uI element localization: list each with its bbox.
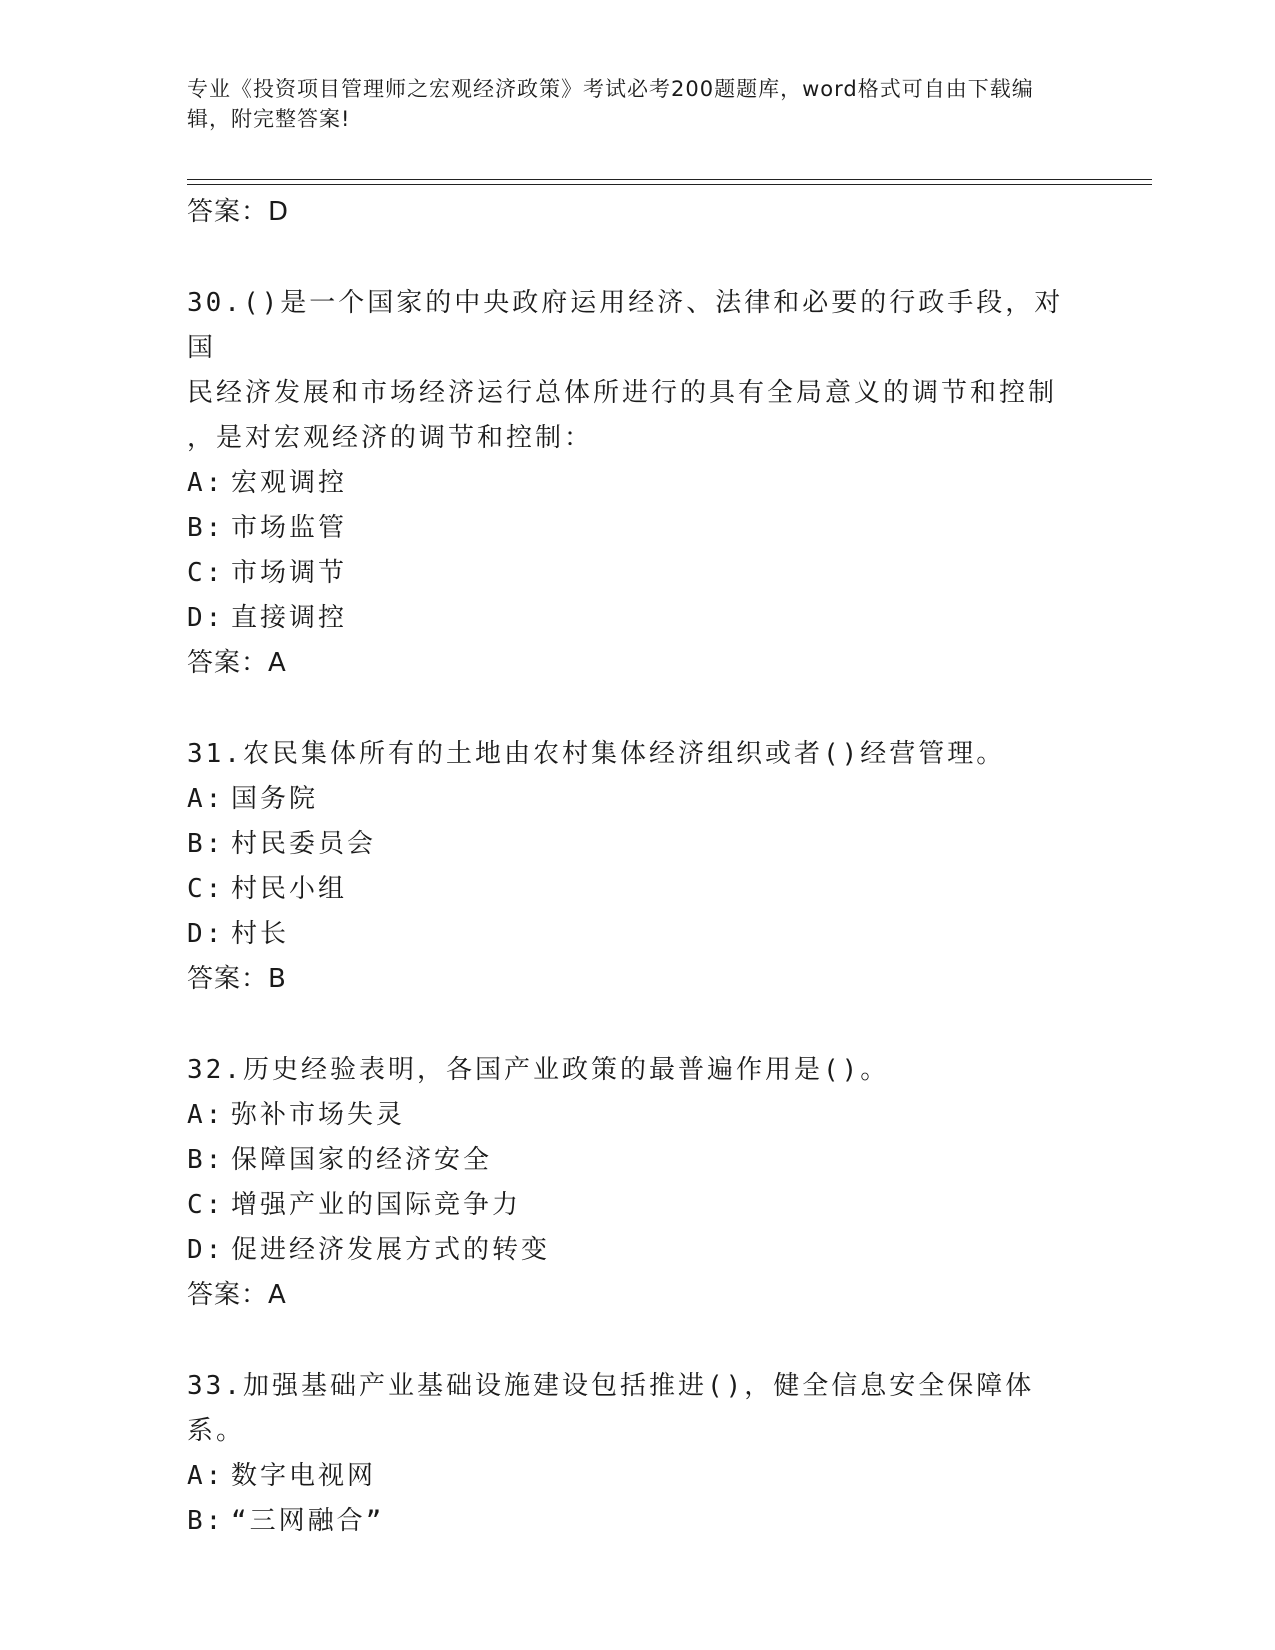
- option-key: D:: [187, 1235, 225, 1265]
- question-stem: [187, 732, 1087, 777]
- option-c: [187, 867, 1087, 912]
- question-stem: [187, 1048, 1087, 1093]
- option-c: [187, 1183, 1087, 1228]
- question-list: [187, 190, 1087, 1544]
- option-d: [187, 912, 1087, 957]
- option-b: [187, 1138, 1087, 1183]
- option-key: D:: [187, 603, 225, 633]
- option-text: 市场调节: [231, 558, 348, 588]
- stem-line: 32.历史经验表明，各国产业政策的最普遍作用是()。: [187, 1055, 890, 1085]
- option-text: 数字电视网: [231, 1461, 377, 1491]
- question-stem: [187, 1364, 1087, 1454]
- answer-line: 答案：B: [187, 964, 287, 994]
- option-a: [187, 1093, 1087, 1138]
- stem-line: 民经济发展和市场经济运行总体所进行的具有全局意义的调节和控制: [187, 378, 1058, 408]
- option-b: [187, 1499, 1087, 1544]
- option-d: [187, 1228, 1087, 1273]
- option-key: A:: [187, 468, 225, 498]
- option-key: A:: [187, 784, 225, 814]
- option-text: 增强产业的国际竞争力: [231, 1190, 522, 1220]
- option-key: D:: [187, 919, 225, 949]
- option-b: [187, 506, 1087, 551]
- option-a: [187, 777, 1087, 822]
- answer-line: 答案：A: [187, 648, 287, 678]
- option-d: [187, 596, 1087, 641]
- option-text: 弥补市场失灵: [231, 1100, 406, 1130]
- option-key: B:: [187, 829, 225, 859]
- option-key: B:: [187, 1506, 225, 1536]
- stem-line: 31.农民集体所有的土地由农村集体经济组织或者()经营管理。: [187, 739, 1006, 769]
- question-33: [187, 1364, 1087, 1544]
- option-key: A:: [187, 1100, 225, 1130]
- header-rule-bottom: [187, 184, 1152, 185]
- option-key: B:: [187, 513, 225, 543]
- document-header: 专业《投资项目管理师之宏观经济政策》考试必考200题题库，word格式可自由下载编辑，附完整答案!: [187, 77, 1034, 131]
- option-a: [187, 1454, 1087, 1499]
- option-key: B:: [187, 1145, 225, 1175]
- question-31: [187, 732, 1087, 1002]
- option-text: 促进经济发展方式的转变: [231, 1235, 551, 1265]
- option-text: 村民小组: [231, 874, 348, 904]
- answer-line: 答案：A: [187, 1280, 287, 1310]
- option-text: 宏观调控: [231, 468, 348, 498]
- option-key: A:: [187, 1461, 225, 1491]
- option-text: 市场监管: [231, 513, 348, 543]
- stem-line: 30.()是一个国家的中央政府运用经济、法律和必要的行政手段，对国: [187, 288, 1064, 363]
- stem-line: 33.加强基础产业基础设施建设包括推进()，健全信息安全保障体系。: [187, 1371, 1035, 1446]
- option-key: C:: [187, 874, 225, 904]
- option-a: [187, 461, 1087, 506]
- option-text: 村民委员会: [231, 829, 377, 859]
- option-text: 国务院: [231, 784, 319, 814]
- stem-line: ，是对宏观经济的调节和控制：: [187, 423, 594, 453]
- option-key: C:: [187, 1190, 225, 1220]
- header-rule-top: [187, 179, 1152, 180]
- answer-line: 答案：D: [187, 197, 290, 227]
- option-text: 直接调控: [231, 603, 348, 633]
- option-c: [187, 551, 1087, 596]
- option-key: C:: [187, 558, 225, 588]
- question-32: [187, 1048, 1087, 1318]
- question-30: [187, 281, 1087, 686]
- option-text: “三网融合”: [231, 1506, 385, 1536]
- option-text: 村长: [231, 919, 290, 949]
- question-stem: [187, 281, 1087, 461]
- option-text: 保障国家的经济安全: [231, 1145, 493, 1175]
- option-b: [187, 822, 1087, 867]
